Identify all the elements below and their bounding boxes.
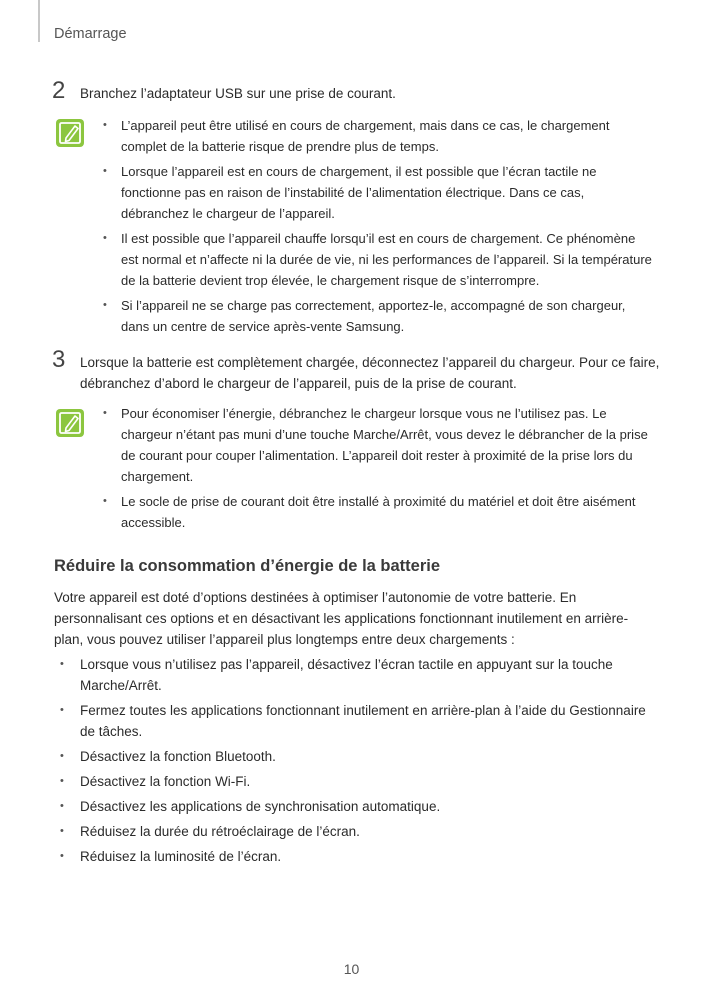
section-intro: Votre appareil est doté d’options destinées à optimiser l’autonomie de votre batterie. En personnalisant ces options et en désactivant les applications fonctionnant inutilement en arrière-plan, vous pouvez utiliser l’appareil plus longtemps entre deux chargements : [54, 590, 629, 647]
note-pencil-icon [55, 118, 85, 148]
list-item: • Réduisez la durée du rétroéclairage de l’écran. [54, 821, 654, 842]
step-number-2: 2 [52, 77, 66, 104]
list-item: • Réduisez la luminosité de l’écran. [54, 846, 654, 867]
header-rule [38, 0, 40, 42]
step-2-notes [103, 115, 653, 341]
list-item: • Désactivez les applications de synchronisation automatique. [54, 796, 654, 817]
step-3-notes [103, 403, 653, 537]
note-item: • Il est possible que l’appareil chauffe lorsqu’il est en cours de chargement. Ce phénomène est normal et n’affecte ni la durée de vie, ni les performances de l’appareil. Si la température de la batterie devient trop élevée, le chargement risque de s’interrompre. [103, 228, 653, 291]
list-item: • Désactivez la fonction Bluetooth. [54, 746, 654, 767]
note-item: • Lorsque l’appareil est en cours de chargement, il est possible que l’écran tactile ne fonctionne pas en raison de l’instabilité de l’alimentation électrique. Dans ce cas, débranchez le chargeur de l’appareil. [103, 161, 653, 224]
chapter-header: Démarrage [54, 26, 127, 42]
note-item: • Pour économiser l’énergie, débranchez le chargeur lorsque vous ne l’utilisez pas. Le chargeur n’étant pas muni d’une touche Marche/Arrêt, vous devez le débrancher de la prise de courant pour couper l’alimentation. L’appareil doit rester à proximité de la prise lors du chargement. [103, 403, 653, 487]
step-number-3: 3 [52, 346, 66, 373]
step-2-text: Branchez l’adaptateur USB sur une prise de courant. [80, 86, 396, 101]
section-title: Réduire la consommation d’énergie de la batterie [54, 557, 441, 575]
note-item: • L’appareil peut être utilisé en cours de chargement, mais dans ce cas, le chargement complet de la batterie risque de prendre plus de temps. [103, 115, 653, 157]
page-number: 10 [343, 961, 360, 977]
list-item: • Désactivez la fonction Wi-Fi. [54, 771, 654, 792]
list-item: • Lorsque vous n’utilisez pas l’appareil, désactivez l’écran tactile en appuyant sur la touche Marche/Arrêt. [54, 654, 654, 696]
note-item: • Le socle de prise de courant doit être installé à proximité du matériel et doit être aisément accessible. [103, 491, 653, 533]
list-item: • Fermez toutes les applications fonctionnant inutilement en arrière-plan à l’aide du Gestionnaire de tâches. [54, 700, 654, 742]
note-item: • Si l’appareil ne se charge pas correctement, apportez-le, accompagné de son chargeur, dans un centre de service après-vente Samsung. [103, 295, 653, 337]
tips-list [54, 654, 654, 871]
note-pencil-icon [55, 408, 85, 438]
step-3-text: Lorsque la batterie est complètement chargée, déconnectez l’appareil du chargeur. Pour ce faire, débranchez d’abord le chargeur de l’appareil, puis de la prise de courant. [80, 355, 660, 391]
